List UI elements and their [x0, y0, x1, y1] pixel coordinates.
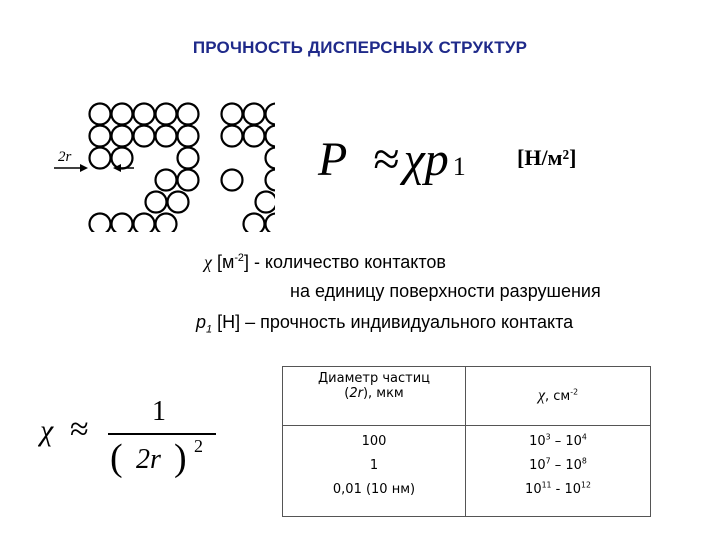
description-line-1	[204, 252, 446, 273]
formula-approx: ≈	[373, 133, 400, 186]
subscript: 1	[206, 323, 213, 336]
particle-circle	[134, 214, 155, 233]
particle-circle	[168, 192, 189, 213]
particle-circle	[156, 214, 177, 233]
particle-circle	[178, 170, 199, 191]
arrow-head-icon	[80, 164, 88, 172]
particle-circle	[112, 104, 133, 125]
particle-circle	[266, 170, 276, 191]
particle-circle	[266, 148, 276, 169]
fraction-denominator: 2r	[136, 444, 161, 475]
particle-circle	[266, 104, 276, 125]
density-part: 7	[545, 456, 551, 466]
fraction-chi: χ	[40, 414, 54, 447]
density-part: 10	[565, 434, 582, 449]
density-part: 3	[545, 432, 551, 442]
particle-circle	[244, 104, 265, 125]
particle-circle	[90, 104, 111, 125]
particle-circle	[266, 214, 276, 233]
table-cell-density	[472, 430, 644, 454]
particle-circle	[134, 104, 155, 125]
diameter-values	[283, 426, 466, 517]
exponent: -2	[570, 387, 579, 397]
particle-circle	[112, 126, 133, 147]
particle-circle	[134, 126, 155, 147]
fraction-numerator: 1	[152, 396, 166, 427]
fraction-exponent: 2	[194, 436, 203, 456]
particle-circle	[112, 214, 133, 233]
particle-circle	[178, 126, 199, 147]
description-text: ] - количество контактов	[243, 252, 446, 272]
density-part: 10	[565, 458, 582, 473]
formula-p: p	[424, 133, 449, 186]
table-cell-diameter: 1	[369, 458, 379, 473]
chi-symbol: χ	[537, 387, 546, 404]
header-text: 2r	[349, 386, 363, 401]
particle-circle	[156, 170, 177, 191]
page-title: ПРОЧНОСТЬ ДИСПЕРСНЫХ СТРУКТУР	[192, 38, 528, 57]
particle-circle	[146, 192, 167, 213]
particle-circle	[90, 214, 111, 233]
particle-circle	[266, 126, 276, 147]
paren-open: (	[110, 437, 123, 479]
density-part: 10	[529, 458, 546, 473]
particle-circle	[178, 104, 199, 125]
density-part: -	[551, 482, 565, 497]
particle-circle	[222, 126, 243, 147]
description-text: [Н] – прочность индивидуального контакта	[212, 312, 574, 332]
contact-density-formula	[38, 390, 218, 480]
density-part: 11	[541, 480, 552, 490]
p-symbol: p	[196, 312, 207, 332]
description-line-2: на единицу поверхности разрушения	[290, 281, 601, 301]
particle-circle	[90, 126, 111, 147]
density-part: 10	[529, 434, 546, 449]
particle-size-table	[282, 366, 651, 517]
formula-lhs: P	[318, 133, 348, 186]
particle-circle	[112, 148, 133, 169]
table-cell-density	[472, 478, 644, 502]
density-part: 10	[564, 482, 582, 497]
table-cell-diameter: 0,01 (10 нм)	[332, 482, 416, 497]
table-cell-diameter: 100	[361, 434, 387, 449]
exponent: -2	[234, 252, 244, 264]
particle-structure-figure	[40, 92, 275, 232]
particle-circle	[156, 104, 177, 125]
density-part: 8	[581, 456, 587, 466]
table-body-row	[283, 426, 651, 517]
chi-symbol: χ	[204, 252, 212, 272]
particle-circle	[222, 104, 243, 125]
formula-subscript: 1	[452, 152, 466, 181]
paren-close: )	[174, 437, 187, 479]
particle-circle	[156, 126, 177, 147]
particle-circle	[244, 214, 265, 233]
particle-circle	[244, 126, 265, 147]
density-part: 12	[581, 480, 591, 490]
particle-circle	[178, 148, 199, 169]
description-line-3	[196, 312, 573, 336]
unit-text: [м	[216, 252, 235, 272]
fraction-approx: ≈	[70, 411, 89, 448]
diameter-label: 2r	[58, 149, 72, 165]
header-text: Диаметр частиц	[318, 371, 430, 386]
formula-chi: χ	[403, 133, 425, 186]
particle-circle	[90, 148, 111, 169]
density-part: 10	[525, 482, 542, 497]
header-contact-density	[466, 367, 651, 426]
table-cell-density	[472, 454, 644, 478]
density-part: –	[550, 458, 566, 473]
header-text: ), мкм	[362, 386, 404, 401]
particle-circle	[222, 170, 243, 191]
unit-label: [Н/м²]	[517, 145, 577, 170]
header-diameter	[283, 367, 466, 426]
strength-formula	[318, 132, 466, 187]
density-part: –	[550, 434, 566, 449]
table-header-row	[283, 367, 651, 426]
particle-circle	[256, 192, 276, 213]
header-text: (	[344, 386, 350, 401]
density-part: 4	[581, 432, 587, 442]
header-text: , см	[545, 389, 571, 404]
density-values	[466, 426, 651, 517]
